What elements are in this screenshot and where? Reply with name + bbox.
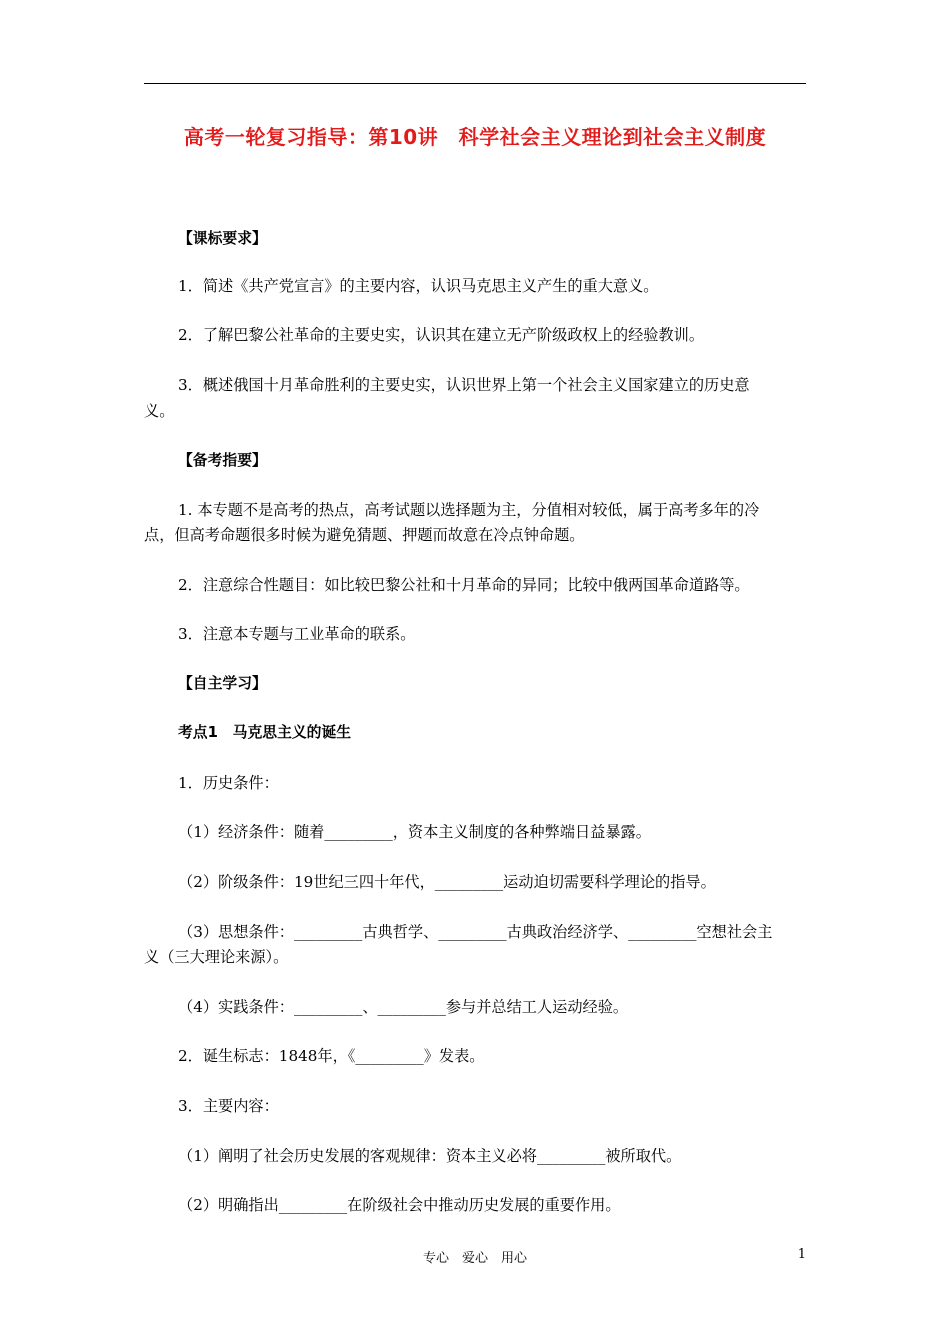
- paragraph-line: 1．历史条件：: [178, 774, 279, 792]
- paragraph-line: 点，但高考命题很多时候为避免猜题、押题而故意在冷点钟命题。: [144, 526, 585, 544]
- paragraph-line: （2）阶级条件：19世纪三四十年代，_________运动迫切需要科学理论的指导。: [178, 873, 716, 891]
- paragraph-line: 义（三大理论来源）。: [144, 948, 289, 966]
- section-heading-kebiao: 【课标要求】: [178, 230, 267, 247]
- footer-slogan: 专心 爱心 用心: [422, 1251, 527, 1266]
- paragraph-line: 3．主要内容：: [178, 1097, 279, 1115]
- paragraph-line: 1. 本专题不是高考的热点，高考试题以选择题为主，分值相对较低，属于高考多年的冷: [178, 501, 760, 519]
- paragraph-line: 义。: [144, 402, 175, 420]
- paragraph-line: （4）实践条件：_________、_________参与并总结工人运动经验。: [178, 998, 629, 1016]
- paragraph-line: 2．注意综合性题目：如比较巴黎公社和十月革命的异同；比较中俄两国革命道路等。: [178, 576, 750, 594]
- paragraph-line: （1）经济条件：随着_________，资本主义制度的各种弊端日益暴露。: [178, 823, 651, 841]
- paragraph-line: （2）明确指出_________在阶级社会中推动历史发展的重要作用。: [178, 1196, 621, 1214]
- section-heading-beikao: 【备考指要】: [178, 452, 267, 469]
- document-title: 高考一轮复习指导：第10讲 科学社会主义理论到社会主义制度: [183, 125, 767, 149]
- paragraph-line: 2．诞生标志：1848年，《_________》发表。: [178, 1047, 485, 1065]
- paragraph-line: （3）思想条件：_________古典哲学、_________古典政治经济学、_________空想社会主: [178, 923, 773, 941]
- paragraph-line: （1）阐明了社会历史发展的客观规律：资本主义必将_________被所取代。: [178, 1147, 682, 1165]
- page-number: 1: [797, 1247, 806, 1262]
- section-heading-zizhu: 【自主学习】: [178, 675, 267, 692]
- paragraph-line: 3．注意本专题与工业革命的联系。: [178, 625, 416, 643]
- topic-heading: 考点1 马克思主义的诞生: [178, 724, 352, 741]
- paragraph-line: 2．了解巴黎公社革命的主要史实，认识其在建立无产阶级政权上的经验教训。: [178, 326, 705, 344]
- paragraph-line: 3．概述俄国十月革命胜利的主要史实，认识世界上第一个社会主义国家建立的历史意: [178, 376, 750, 394]
- header-rule: [144, 83, 806, 84]
- paragraph-line: 1．简述《共产党宣言》的主要内容，认识马克思主义产生的重大意义。: [178, 277, 659, 295]
